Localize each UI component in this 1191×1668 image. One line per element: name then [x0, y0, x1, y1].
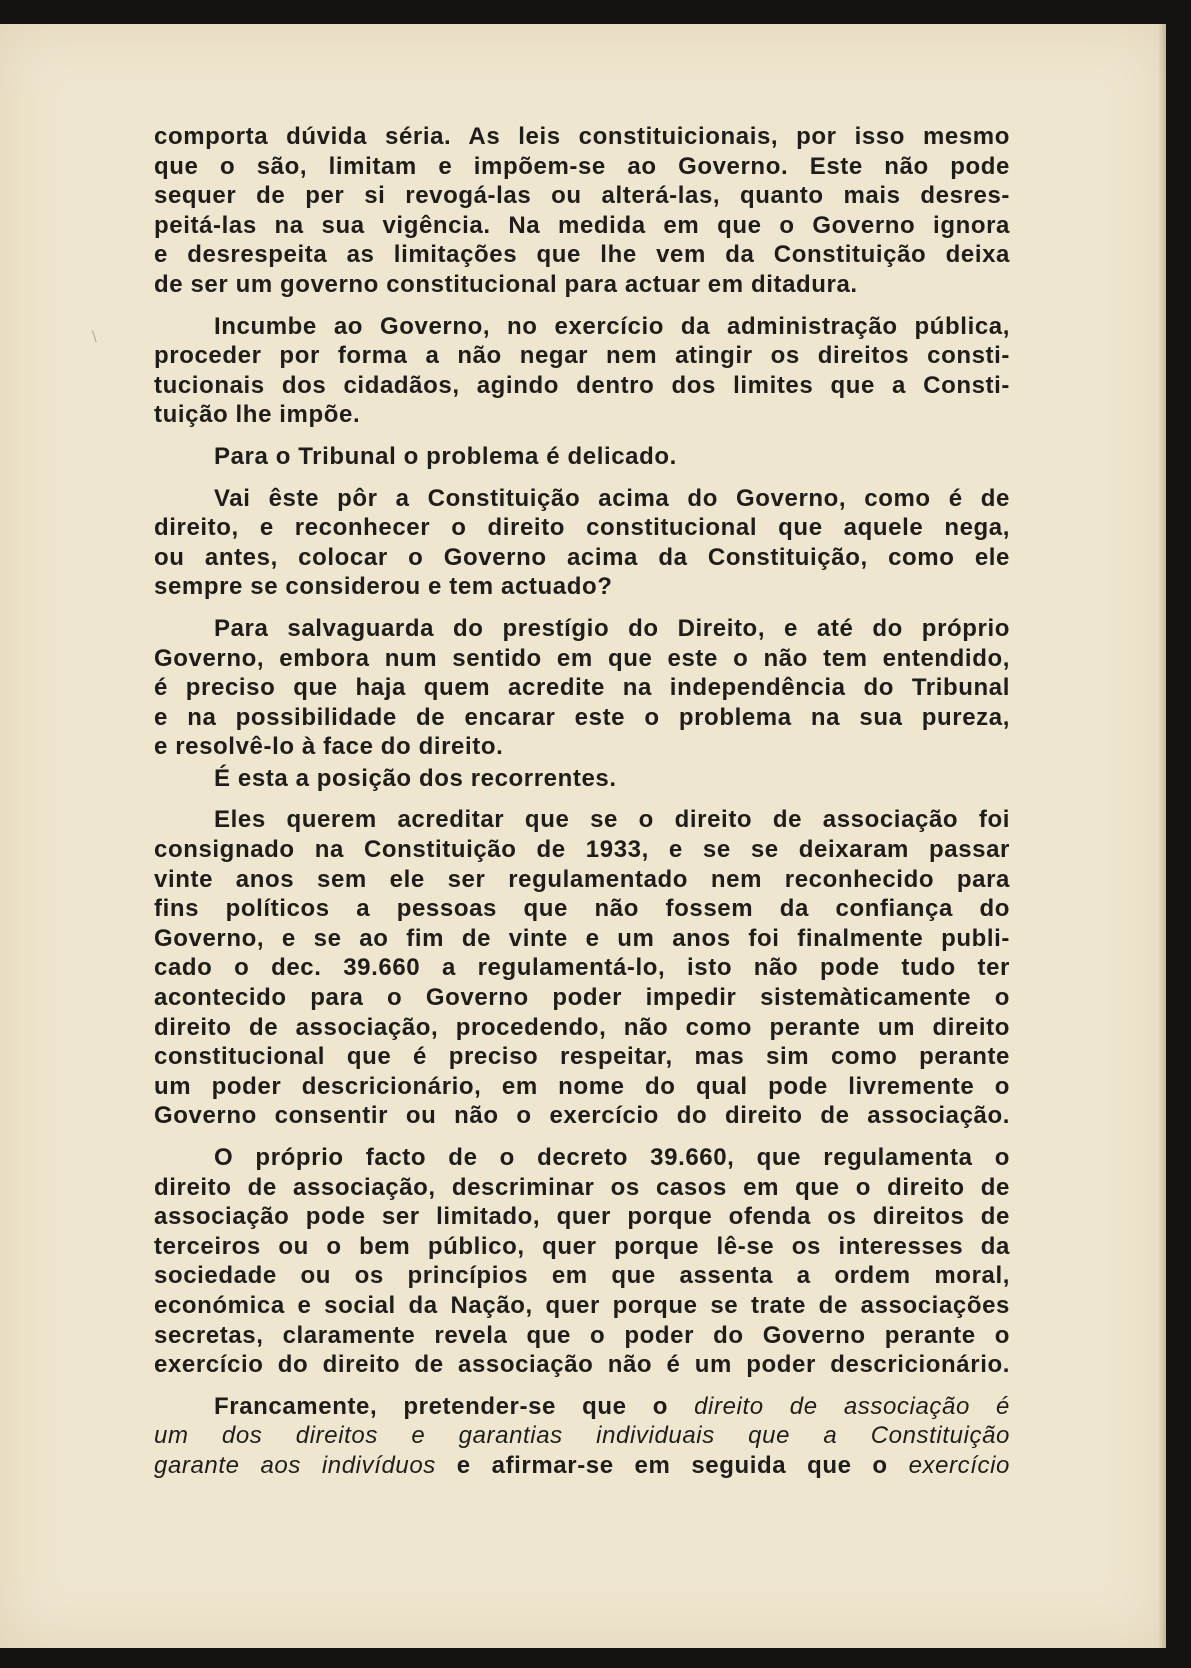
text-line — [154, 1421, 1010, 1451]
text-line: comporta dúvida séria. As leis constituicionais, por isso mesmo — [154, 123, 1010, 150]
paragraph-francamente — [154, 1392, 1010, 1481]
text-line: exercício do direito de associação não é um poder descricionário. — [154, 1351, 1010, 1379]
paragraph-association-right — [154, 805, 1010, 1131]
paragraph-constitution-limits — [154, 122, 1010, 300]
text-line: Vai êste pôr a Constituição acima do Governo, como é de — [214, 484, 1010, 512]
text-line: Para o Tribunal o problema é delicado. — [214, 442, 677, 470]
text-line: e desrespeita as limitações que lhe vem da Constituição deixa — [154, 241, 1010, 269]
text-line: Governo consentir ou não o exercício do direito de associação. — [154, 1102, 1010, 1130]
text-line: um poder descricionário, em nome do qual pode livremente o — [154, 1072, 1010, 1100]
text-run: Francamente, pretender-se que o — [214, 1392, 695, 1420]
paragraph-prestige — [154, 614, 1010, 762]
paragraph-tribunal-problem — [154, 442, 1010, 472]
text-line: ou antes, colocar o Governo acima da Constituição, como ele — [154, 543, 1010, 571]
text-line: económica e social da Nação, quer porque se trate de associações — [154, 1291, 1010, 1319]
italic-text-run: exercício — [908, 1451, 1010, 1479]
text-line: associação pode ser limitado, quer porque ofenda os direitos de — [154, 1203, 1010, 1231]
text-line: consignado na Constituição de 1933, e se se deixaram passar — [154, 836, 1010, 864]
text-line: tucionais dos cidadãos, agindo dentro dos limites que a Consti- — [154, 371, 1010, 399]
text-line: Para salvaguarda do prestígio do Direito, e até do próprio — [214, 614, 1010, 642]
text-line — [154, 1451, 1010, 1481]
paragraph-government-duty — [154, 312, 1010, 430]
text-run: e afirmar-se em seguida que o — [435, 1451, 909, 1479]
text-line: O próprio facto de o decreto 39.660, que regulamenta o — [214, 1144, 1010, 1171]
text-line: sempre se considerou e tem actuado? — [154, 573, 613, 601]
text-line: vinte anos sem ele ser regulamentado nem reconhecido para — [154, 865, 1010, 893]
text-line — [154, 1392, 1010, 1422]
text-line: sequer de per si revogá-las ou alterá-las, quanto mais desres- — [154, 182, 1010, 210]
text-line: Eles querem acreditar que se o direito de associação foi — [214, 806, 1010, 834]
text-line: É esta a posição dos recorrentes. — [214, 764, 617, 792]
text-line: acontecido para o Governo poder impedir sistemàticamente o — [154, 984, 1010, 1012]
paper-edge-shadow — [1158, 24, 1166, 1648]
italic-text-run: garante aos indivíduos — [154, 1451, 436, 1479]
text-line: e na possibilidade de encarar este o problema na sua pureza, — [154, 703, 1010, 731]
text-line: Incumbe ao Governo, no exercício da administração pública, — [214, 312, 1010, 340]
text-line: fins políticos a pessoas que não fossem da confiança do — [154, 895, 1010, 923]
text-line: Governo, embora num sentido em que este o não tem entendido, — [154, 644, 1010, 672]
text-line: cado o dec. 39.660 a regulamentá-lo, isto não pode tudo ter — [154, 954, 1010, 982]
text-line: que o são, limitam e impõem-se ao Governo. Este não pode — [154, 152, 1010, 180]
text-line: proceder por forma a não negar nem atingir os direitos consti- — [154, 342, 1010, 370]
paragraph-question — [154, 484, 1010, 602]
document-body — [154, 122, 1010, 1493]
text-line: tuição lhe impõe. — [154, 401, 361, 429]
text-line: direito, e reconhecer o direito constitucional que aquele nega, — [154, 514, 1010, 542]
text-line: direito de associação, procedendo, não como perante um direito — [154, 1013, 1010, 1041]
text-line: de ser um governo constitucional para actuar em ditadura. — [154, 270, 858, 298]
paragraph-position — [154, 764, 1010, 794]
text-line: direito de associação, descriminar os casos em que o direito de — [154, 1173, 1010, 1201]
text-line: terceiros ou o bem público, quer porque lê-se os interesses da — [154, 1232, 1010, 1260]
margin-mark: \ — [92, 329, 97, 345]
text-line: constitucional que é preciso respeitar, mas sim como perante — [154, 1043, 1010, 1071]
text-line: peitá-las na sua vigência. Na medida em que o Governo ignora — [154, 211, 1010, 239]
text-line: secretas, claramente revela que o poder do Governo perante o — [154, 1321, 1010, 1349]
italic-text-run: um dos direitos e garantias individuais que a Constituição — [154, 1422, 1010, 1450]
text-line: Governo, e se ao fim de vinte e um anos foi finalmente publi- — [154, 924, 1010, 952]
text-line: sociedade ou os princípios em que assenta a ordem moral, — [154, 1262, 1010, 1290]
text-line: é preciso que haja quem acredite na independência do Tribunal — [154, 674, 1010, 702]
italic-text-run: direito de associação é — [694, 1392, 1010, 1420]
text-line: e resolvê-lo à face do direito. — [154, 733, 504, 761]
paragraph-decree — [154, 1143, 1010, 1380]
